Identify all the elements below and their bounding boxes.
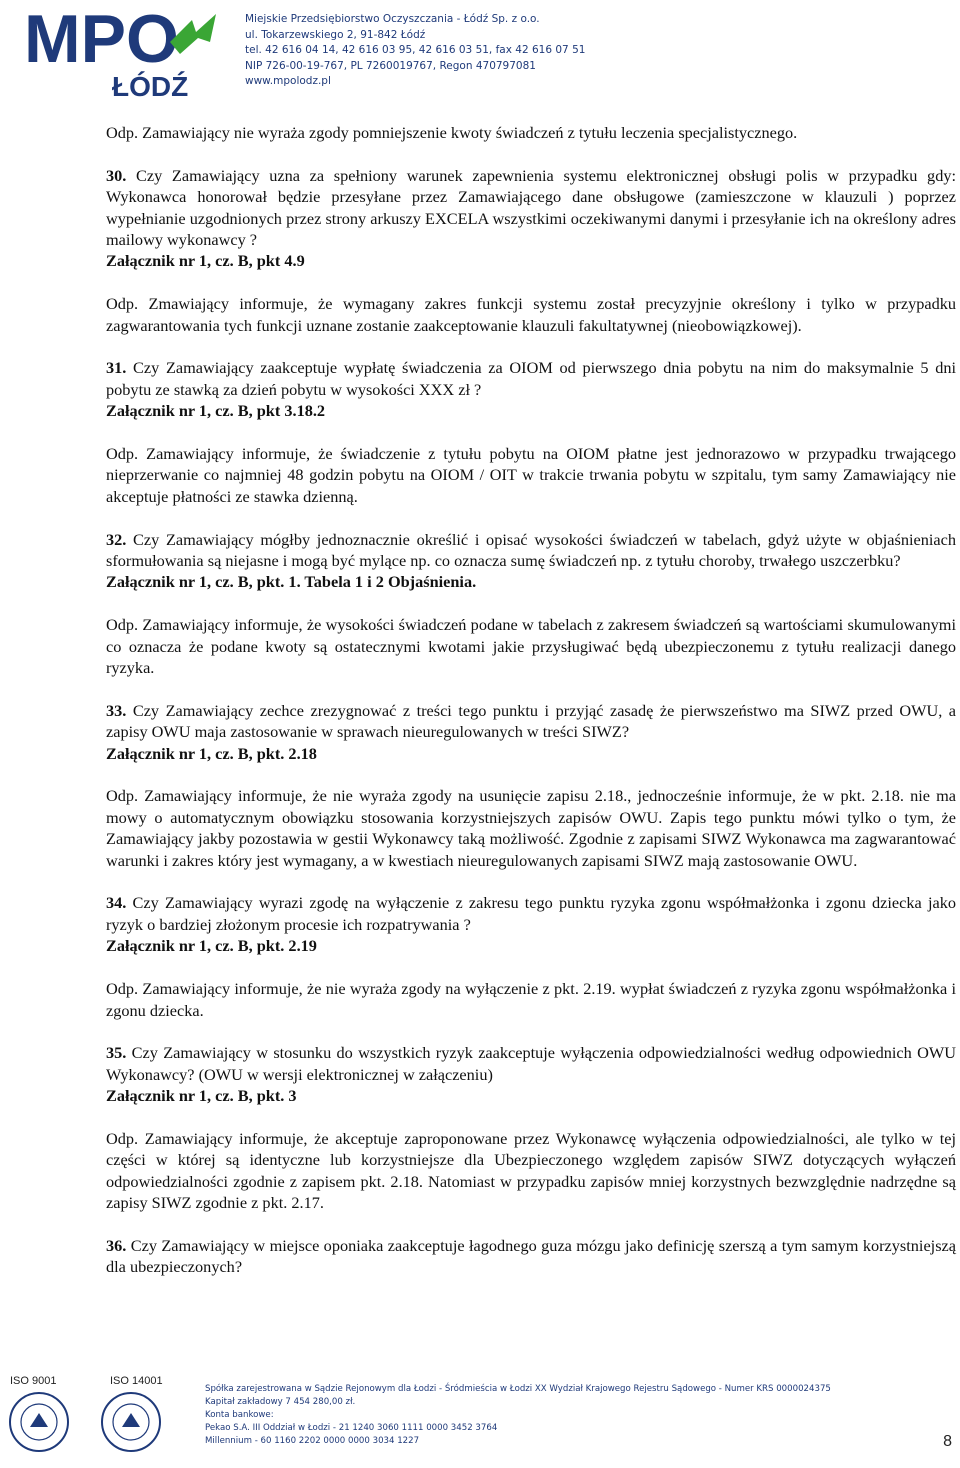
iso-9001-label: ISO 9001 — [10, 1375, 57, 1387]
footer-line: Pekao S.A. III Oddział w Łodzi - 21 1240 3060 1111 0000 3452 3764 — [205, 1423, 498, 1433]
attachment-reference: Załącznik nr 1, cz. B, pkt. 1. Tabela 1 i 2 Objaśnienia. — [106, 572, 477, 592]
answer-34: Odp. Zamawiający informuje, że nie wyraża zgody na wyłączenie z pkt. 2.19. wypłat świadczeń z ryzyka zgonu współmałżonka i zgonu dziecka. — [106, 979, 956, 1020]
chamber-seal-icon — [8, 1391, 70, 1453]
company-name: Miejskie Przedsiębiorstwo Oczyszczania - Łódź Sp. z o.o. — [245, 13, 540, 25]
iso-14001-label: ISO 14001 — [110, 1375, 163, 1387]
company-phone: tel. 42 616 04 14, 42 616 03 95, 42 616 03 51, fax 42 616 07 51 — [245, 44, 586, 56]
answer-30: Odp. Zmawiający informuje, że wymagany zakres funkcji systemu został precyzyjnie określony i tylko w przypadku zagwarantowania tych funkcji uznane zostanie zaakceptowanie klauzuli fakultatywnej (nieobowiązkowej). — [106, 294, 956, 335]
attachment-reference: Załącznik nr 1, cz. B, pkt 4.9 — [106, 251, 305, 271]
company-nip: NIP 726-00-19-767, PL 7260019767, Regon 470797081 — [245, 59, 536, 72]
question-number: 30. — [106, 165, 127, 185]
question-33 — [106, 700, 956, 743]
question-number: 35. — [106, 1043, 127, 1063]
question-number: 32. — [106, 529, 127, 549]
footer-line: Kapitał zakładowy 7 454 280,00 zł. — [205, 1397, 356, 1407]
question-number: 36. — [106, 1235, 127, 1255]
company-info — [245, 12, 585, 90]
question-number: 34. — [106, 893, 127, 913]
company-address: ul. Tokarzewskiego 2, 91-842 Łódź — [245, 28, 426, 41]
page-footer — [0, 1375, 960, 1468]
logo-text: MPO — [24, 2, 179, 77]
question-text: Czy Zamawiający zaakceptuje wypłatę świadczenia za OIOM od pierwszego dnia pobytu na nim do maksymalnie 5 dni pobytu ze stawką za dzień pobytu w wysokości XXX zł ? — [106, 358, 956, 399]
chamber-seal-icon — [100, 1391, 162, 1453]
answer-32: Odp. Zamawiający informuje, że wysokości świadczeń podane w tabelach z zakresem świadczeń są wartościami skumulowanymi co oznacza że podane kwoty są ostatecznymi kwotami jakie przysługiwać będą ubezpieczonemu z tytułu realizacji danego ryzyka. — [106, 615, 956, 678]
answer-31: Odp. Zamawiający informuje, że świadczenie z tytułu pobytu na OIOM płatne jest jednorazowo w przypadku trwającego nieprzerwanie co najmniej 48 godzin pobytu na OIOM / OIT w trakcie trwania pobytu w szpitalu, tym samy Zamawiający nie akceptuje płatności ze stawka dzienną. — [106, 444, 956, 506]
question-text: Czy Zamawiający wyrazi zgodę na wyłączenie z zakresu tego punktu ryzyka zgonu współmałżonka i zgonu dziecka jako ryzyk o bardziej złożonym procesie ich rozpatrywania ? — [106, 893, 956, 934]
question-30 — [106, 165, 956, 251]
question-text: Czy Zamawiający zechce zrezygnować z treści tego punktu i przyjąć zasadę że pierwszeństwo ma SIWZ przed OWU, a zapisy OWU maja zastosowanie w sprawach nieuregulowanych w treści SIWZ? — [106, 700, 956, 742]
question-number: 33. — [106, 700, 127, 720]
answer-paragraph: Odp. Zamawiający nie wyraża zgody pomniejszenie kwoty świadczeń z tytułu leczenia specjalistycznego. — [106, 123, 798, 142]
mpo-logo — [20, 2, 220, 102]
attachment-reference: Załącznik nr 1, cz. B, pkt. 2.18 — [106, 743, 317, 763]
question-text: Czy Zamawiający mógłby jednoznacznie określić i opisać wysokości świadczeń w tabelach, gdyż użyte w objaśnieniach sformułowania są niejasne i mogą być mylące np. co oznacza sumę świadczeń np. z tytułu choroby, trwałego uszczerbku? — [106, 529, 956, 571]
attachment-reference: Załącznik nr 1, cz. B, pkt. 3 — [106, 1086, 297, 1106]
footer-line: Spółka zarejestrowana w Sądzie Rejonowym dla Łodzi - Śródmieścia w Łodzi XX Wydział Krajowego Rejestru Sądowego - Numer KRS 0000024375 — [205, 1384, 831, 1394]
question-36 — [106, 1235, 956, 1278]
answer-33: Odp. Zamawiający informuje, że nie wyraża zgody na usunięcie zapisu 2.18., jednocześnie informuje, że w pkt. 2.18. nie ma mowy o automatycznym obowiązku stosowania korzystniejszych zapisów OWU. Zapis tego punktu mówi tylko o tym, że Zamawiający jakby pozostawia w gestii Wykonawcy taką możliwość. Zgodnie z zapisami SIWZ Wykonawca ma zagwarantować warunki i zakres który jest wymagany, a w kwestiach nieuregulowanych zapisami SIWZ mają zastosowanie OWU. — [106, 786, 956, 870]
question-32 — [106, 529, 956, 572]
footer-registration — [205, 1383, 831, 1448]
logo-city: ŁÓDŹ — [112, 71, 189, 102]
question-number: 31. — [106, 358, 127, 378]
answer-35: Odp. Zamawiający informuje, że akceptuje zaproponowane przez Wykonawcę wyłączenia odpowiedzialności, ale tylko w tej części w której są identyczne lub korzystniejsze dla Ubezpieczonego względem zapisów SIWZ dotyczących wyłączeń odpowiedzialności zgodnie z zapisem pkt. 2.18. Natomiast w przypadku zapisów mniej korzystnych bezwzględnie nadrzędne są zapisy SIWZ zgodnie z pkt. 2.17. — [106, 1128, 956, 1213]
letterhead — [0, 0, 960, 110]
attachment-reference: Załącznik nr 1, cz. B, pkt. 2.19 — [106, 936, 317, 956]
question-34 — [106, 892, 956, 935]
company-website: www.mpolodz.pl — [245, 75, 331, 87]
footer-line: Konta bankowe: — [205, 1410, 274, 1420]
question-text: Czy Zamawiający w miejsce oponiaka zaakceptuje łagodnego guza mózgu jako definicję szerszą a tym samym korzystniejszą dla ubezpieczonych? — [106, 1235, 956, 1277]
attachment-reference: Załącznik nr 1, cz. B, pkt 3.18.2 — [106, 401, 326, 421]
footer-line: Millennium - 60 1160 2202 0000 0000 3034 1227 — [205, 1436, 420, 1446]
question-35 — [106, 1042, 956, 1085]
question-text: Czy Zamawiający w stosunku do wszystkich ryzyk zaakceptuje wyłączenia odpowiedzialności według odpowiednich OWU Wykonawcy? (OWU w wersji elektronicznej w załączeniu) — [106, 1043, 956, 1084]
document-body — [106, 122, 956, 1278]
question-31 — [106, 357, 956, 400]
question-text: Czy Zamawiający uzna za spełniony warunek zapewnienia systemu elektronicznej obsługi polis w przypadku gdy: Wykonawca honorował będzie przesyłane przez Zamawiającego dane obsługowe (zamieszczone w klauzuli ) poprzez wypełnianie uzgodnionych przez strony arkuszy EXCELA wszystkimi oczekiwanymi danymi i przesyłanie ich na określony adres mailowy wykonawcy ? — [106, 165, 956, 250]
page-number: 8 — [943, 1433, 952, 1450]
